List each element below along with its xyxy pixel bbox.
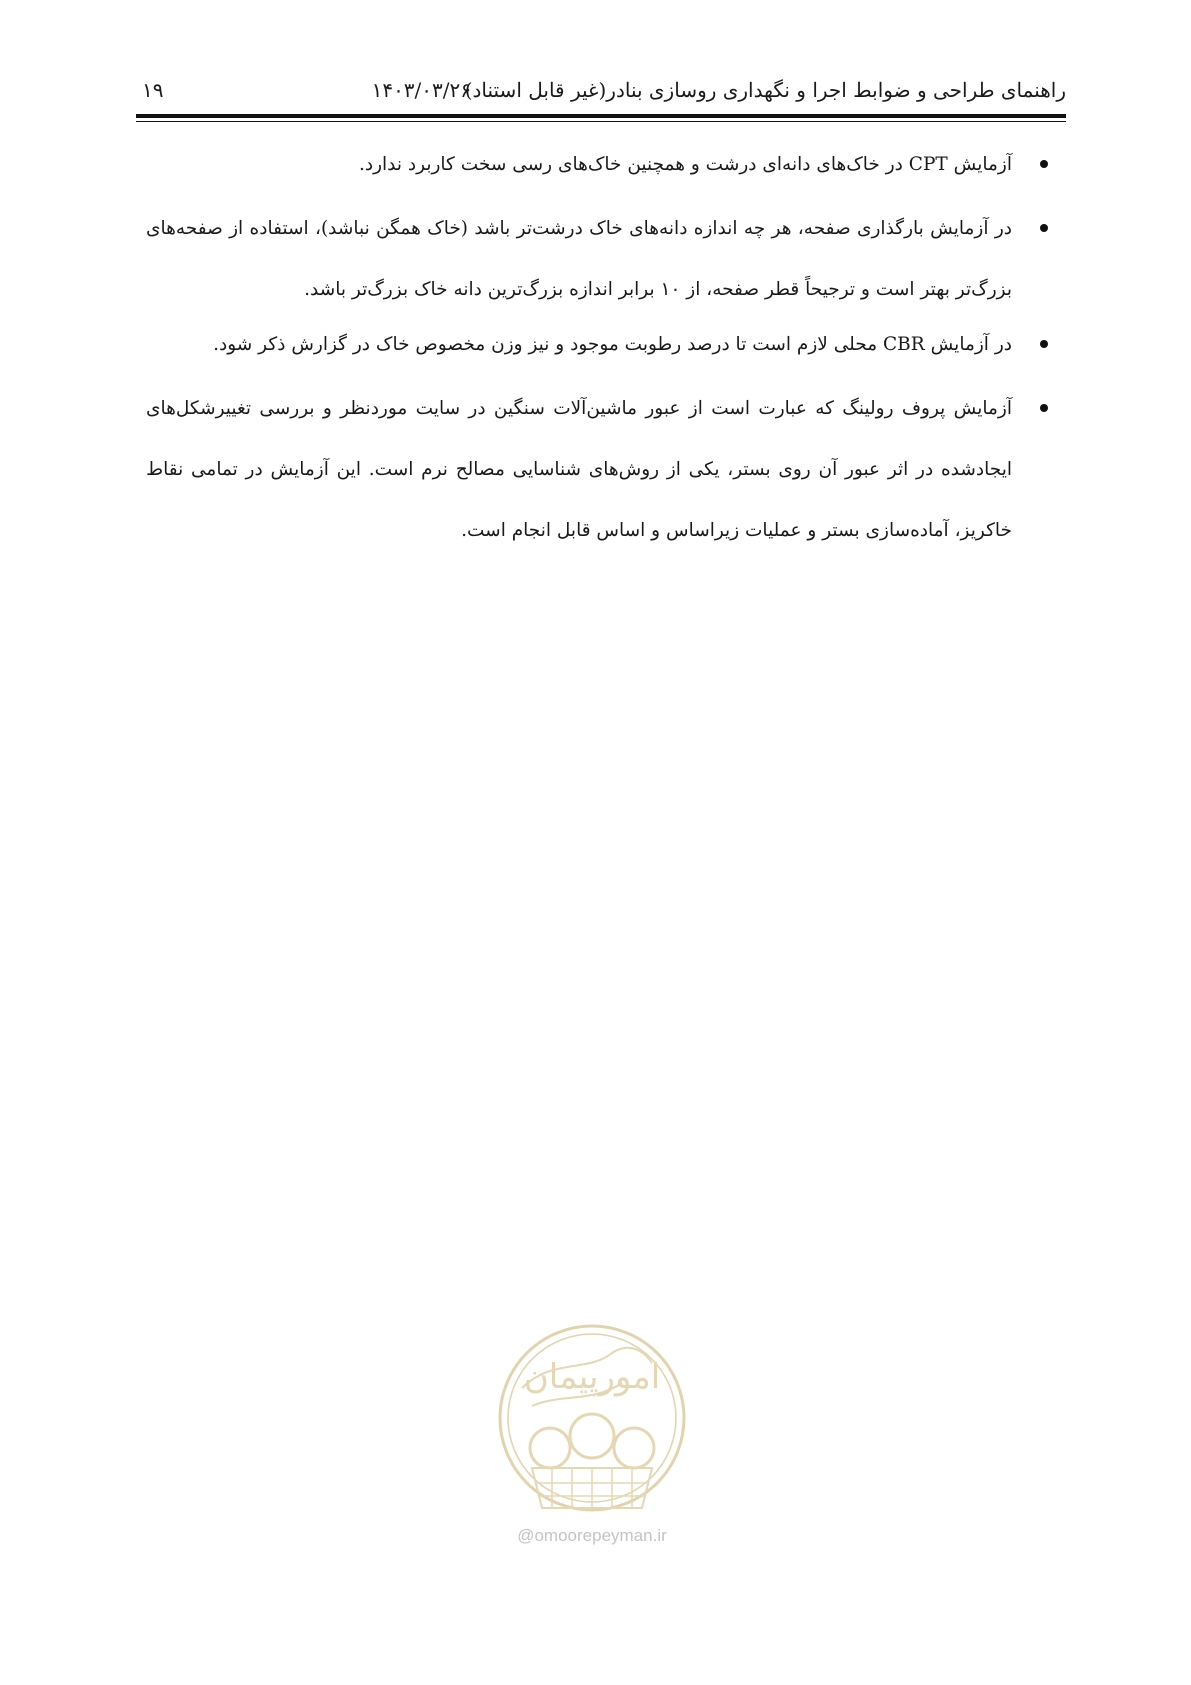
bullet-text: آزمایش CPT در خاک‌های دانه‌ای درشت و همچنین خاک‌های رسی سخت کاربرد ندارد.: [358, 154, 1012, 175]
page-number: ۱۹: [142, 78, 164, 102]
header-rule-thin: [136, 121, 1066, 122]
bullet-dot-icon: [1040, 224, 1048, 232]
logo-seal-icon: [492, 1318, 692, 1523]
page-header: [136, 70, 1066, 110]
watermark-logo: [492, 1318, 692, 1558]
bullet-list: [146, 140, 1056, 561]
svg-text:امورپیمان: امورپیمان: [523, 1357, 661, 1397]
document-title: راهنمای طراحی و ضوابط اجرا و نگهداری روسازی بنادر(غیر قابل استناد): [464, 78, 1066, 102]
bullet-item: [146, 378, 1056, 561]
bullet-dot-icon: [1040, 404, 1048, 412]
document-date: ۱۴۰۳/۰۳/۲۶: [371, 78, 471, 102]
watermark-url: @omoorepeyman.ir: [517, 1526, 667, 1545]
bullet-text: در آزمایش بارگذاری صفحه، هر چه اندازه دانه‌های خاک درشت‌تر باشد (خاک همگن نباشد)، استفاده از صفحه‌های بزرگ‌تر بهتر است و ترجیحاً قطر صفحه، از ۱۰ برابر اندازه بزرگ‌ترین دانه خاک بزرگ‌تر باشد.: [146, 218, 1012, 300]
bullet-dot-icon: [1040, 340, 1048, 348]
bullet-item: [146, 320, 1056, 370]
bullet-text: آزمایش پروف رولینگ که عبارت است از عبور ماشین‌آلات سنگین در سایت موردنظر و بررسی تغییرشکل‌های ایجادشده در اثر عبور آن روی بستر، یکی از روش‌های شناسایی مصالح نرم است. این آزمایش در تمامی نقاط خاکریز، آماده‌سازی بستر و عملیات زیراساس و اساس قابل انجام است.: [146, 398, 1012, 541]
bullet-item: [146, 140, 1056, 190]
header-rule-thick: [136, 114, 1066, 118]
bullet-dot-icon: [1040, 160, 1048, 168]
bullet-text: در آزمایش CBR محلی لازم است تا درصد رطوبت موجود و نیز وزن مخصوص خاک در گزارش ذکر شود.: [213, 334, 1012, 355]
bullet-item: [146, 198, 1056, 320]
